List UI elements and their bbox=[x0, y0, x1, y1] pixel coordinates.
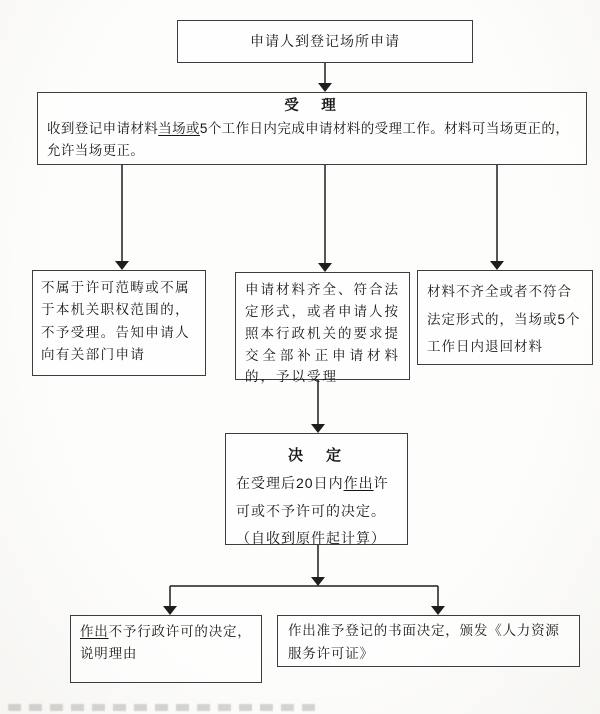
decision-body bbox=[236, 470, 397, 552]
cropped-caption-remnant bbox=[8, 704, 322, 711]
start-box bbox=[177, 20, 473, 63]
decision-body-post: 许可或不予许可的决定。（自收到原件起计算） bbox=[236, 475, 389, 546]
decision-box bbox=[225, 433, 408, 545]
deny-outcome-underlined: 作出 bbox=[80, 624, 109, 639]
grant-outcome-box bbox=[277, 615, 580, 667]
decision-title: 决 定 bbox=[287, 447, 345, 464]
acceptance-body-underlined: 当场或 bbox=[158, 121, 200, 137]
reject-scope-label: 不属于许可范畴或不属于本机关职权范围的，不予受理。告知申请人向有关部门申请 bbox=[41, 280, 190, 363]
start-box-label: 申请人到登记场所申请 bbox=[250, 32, 400, 49]
acceptance-body-pre: 收到登记申请材料 bbox=[47, 121, 159, 137]
deny-outcome-box bbox=[70, 615, 262, 683]
materials-incomplete-label: 材料不齐全或者不符合法定形式的，当场或5个工作日内退回材料 bbox=[427, 284, 581, 355]
deny-outcome-label: 不予行政许可的决定，说明理由 bbox=[80, 624, 252, 661]
acceptance-title: 受 理 bbox=[284, 98, 340, 114]
acceptance-body-post: 5个工作日内完成申请材料的受理工作。材料可当场更正的，允许当场更正。 bbox=[47, 121, 570, 159]
materials-complete-box bbox=[235, 272, 410, 385]
reject-scope-box bbox=[32, 270, 206, 376]
materials-complete-label: 申请材料齐全、符合法定形式，或者申请人按照本行政机关的要求提交全部补正申请材料的，予以受理 bbox=[245, 282, 400, 385]
acceptance-box bbox=[37, 92, 587, 165]
acceptance-body bbox=[47, 118, 577, 162]
decision-body-pre: 在受理后20日内 bbox=[236, 475, 344, 492]
decision-body-underlined: 作出 bbox=[343, 475, 374, 492]
materials-incomplete-box bbox=[417, 270, 593, 365]
grant-outcome-label: 作出准予登记的书面决定，颁发《人力资源服务许可证》 bbox=[288, 623, 560, 661]
